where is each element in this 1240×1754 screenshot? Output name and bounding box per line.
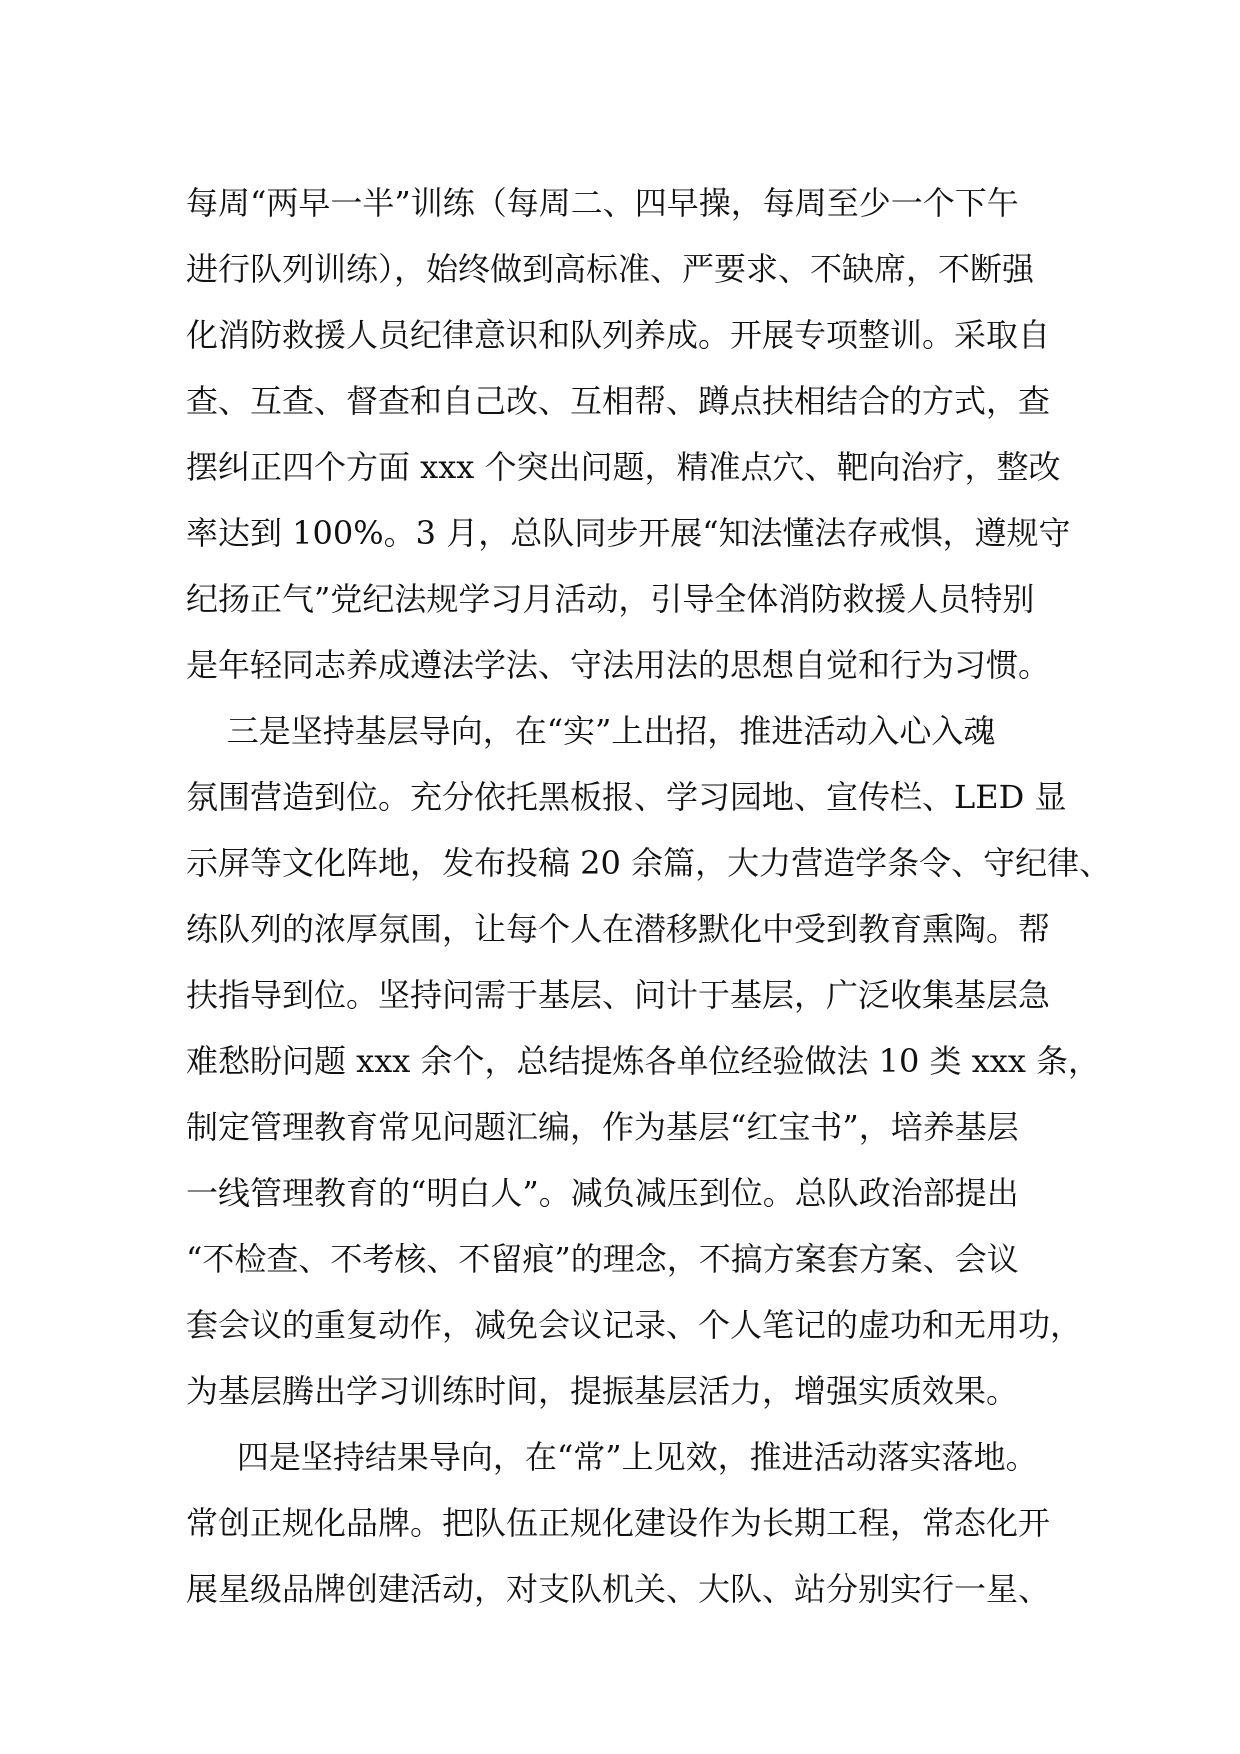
text-line: 摆纠正四个方面 xxx 个突出问题，精准点穴、靶向治疗，整改 bbox=[186, 448, 1061, 486]
body-text bbox=[186, 170, 1112, 1622]
text-line: 扶指导到位。坚持问需于基层、问计于基层，广泛收集基层急 bbox=[186, 976, 1051, 1014]
text-line: 练队列的浓厚氛围，让每个人在潜移默化中受到教育熏陶。帮 bbox=[186, 910, 1051, 948]
text-line: 示屏等文化阵地，发布投稿 20 余篇，大力营造学条令、守纪律、 bbox=[186, 844, 1112, 882]
text-line: 氛围营造到位。充分依托黑板报、学习园地、宣传栏、LED 显 bbox=[186, 778, 1067, 816]
text-line: 套会议的重复动作，减免会议记录、个人笔记的虚功和无用功， bbox=[186, 1306, 1083, 1344]
text-line: 是年轻同志养成遵法学法、守法用法的思想自觉和行为习惯。 bbox=[186, 646, 1051, 684]
text-line: 常创正规化品牌。把队伍正规化建设作为长期工程，常态化开 bbox=[186, 1504, 1051, 1542]
text-line: 化消防救援人员纪律意识和队列养成。开展专项整训。采取自 bbox=[186, 316, 1051, 354]
text-line: “不检查、不考核、不留痕”的理念，不搞方案套方案、会议 bbox=[186, 1240, 1019, 1278]
text-line: 纪扬正气”党纪法规学习月活动，引导全体消防救援人员特别 bbox=[186, 580, 1035, 618]
paragraph-start-line: 四是坚持结果导向，在“常”上见效，推进活动落实落地。 bbox=[186, 1438, 1038, 1476]
paragraph-start-line: 三是坚持基层导向，在“实”上出招，推进活动入心入魂 bbox=[186, 712, 996, 750]
text-line: 每周“两早一半”训练（每周二、四早操，每周至少一个下午 bbox=[186, 184, 1019, 222]
text-line: 展星级品牌创建活动，对支队机关、大队、站分别实行一星、 bbox=[186, 1570, 1051, 1608]
text-line: 为基层腾出学习训练时间，提振基层活力，增强实质效果。 bbox=[186, 1372, 1019, 1410]
text-line: 一线管理教育的“明白人”。减负减压到位。总队政治部提出 bbox=[186, 1174, 1019, 1212]
text-line: 难愁盼问题 xxx 余个，总结提炼各单位经验做法 10 类 xxx 条， bbox=[186, 1042, 1101, 1080]
text-line: 进行队列训练），始终做到高标准、严要求、不缺席，不断强 bbox=[186, 250, 1035, 288]
text-line: 率达到 100%。3 月，总队同步开展“知法懂法存戒惧，遵规守 bbox=[186, 514, 1071, 552]
text-line: 制定管理教育常见问题汇编，作为基层“红宝书”，培养基层 bbox=[186, 1108, 1019, 1146]
text-line: 查、互查、督查和自己改、互相帮、蹲点扶相结合的方式，查 bbox=[186, 382, 1051, 420]
